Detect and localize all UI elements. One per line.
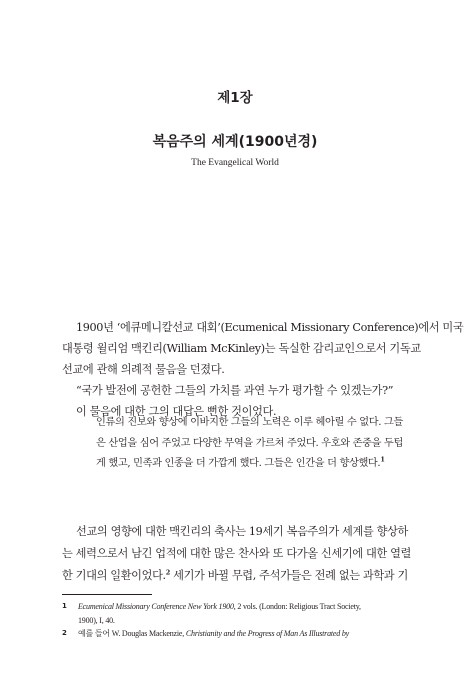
footnote-ref[interactable]: 1 (380, 455, 385, 464)
chapter-subtitle: The Evangelical World (191, 158, 279, 168)
footnote-text (78, 600, 424, 614)
chapter-title: 복음주의 세계(1900년경) (152, 134, 318, 150)
footnote-ref[interactable]: 2 (165, 568, 170, 577)
text-line: 선교의 영향에 대한 맥킨리의 축사는 19세기 복음주의가 세계를 향상하 (76, 525, 408, 538)
footnote-continuation: 1900), I, 40. (78, 615, 115, 625)
footnote-title: Ecumenical Missionary Conference New York 1900 (78, 602, 234, 611)
footnote-item (62, 627, 424, 641)
paragraph-main (62, 521, 422, 587)
paragraph-intro (62, 317, 464, 422)
footnote-item (62, 600, 424, 627)
text-segment: 한 기대의 일환이었다. (62, 569, 166, 582)
text-line: 대통령 윌리엄 맥킨리(William McKinley)는 독실한 감리교인으로서 기독교 (62, 342, 421, 355)
footnote-title: Christianity and the Progress of Man As Illustrated by (185, 629, 350, 638)
text-line: 1900년 ‘에큐메니칼선교 대회’(Ecumenical Missionary Conference)에서 미국 (76, 321, 464, 334)
quote-text: 게 했고, 민족과 인종을 더 가깝게 했다. 그들은 인간을 더 향상했다. (96, 458, 381, 469)
text-line: 선교에 관해 의례적 물음을 던졌다. (62, 363, 225, 376)
footnote-number: 2 (62, 629, 67, 637)
quote-line: 은 산업을 심어 주었고 다양한 무역을 가르쳐 주었다. 우호와 존중을 두텁 (96, 437, 404, 449)
footnotes (62, 600, 424, 641)
footnote-divider (62, 594, 152, 595)
text-line: 는 세력으로서 남긴 업적에 대한 많은 찬사와 또 다가올 신세기에 대한 열렬 (62, 547, 411, 560)
text-segment: 세기가 바뀔 무렵, 주석가들은 전례 없는 과학과 기 (169, 569, 408, 582)
block-quote (96, 413, 424, 475)
quote-line: 인류의 진보와 향상에 이바지한 그들의 노력은 이루 헤아릴 수 없다. 그들 (96, 417, 404, 428)
text-line: “국가 발전에 공헌한 그들의 가치를 과연 누가 평가할 수 있겠는가?” (76, 384, 394, 397)
footnote-number: 1 (62, 602, 67, 610)
text-line (62, 565, 422, 587)
chapter-number: 제1장 (217, 90, 253, 106)
text-line: 이 물음에 대한 그의 대답은 뻔한 것이었다. (76, 405, 277, 418)
footnote-text (78, 627, 424, 641)
footnote-prefix: 예를 들어 W. Douglas Mackenzie, (78, 629, 186, 638)
footnote-rest: , 2 vols. (London: Religious Tract Society, (233, 602, 361, 611)
quote-line (96, 454, 424, 475)
